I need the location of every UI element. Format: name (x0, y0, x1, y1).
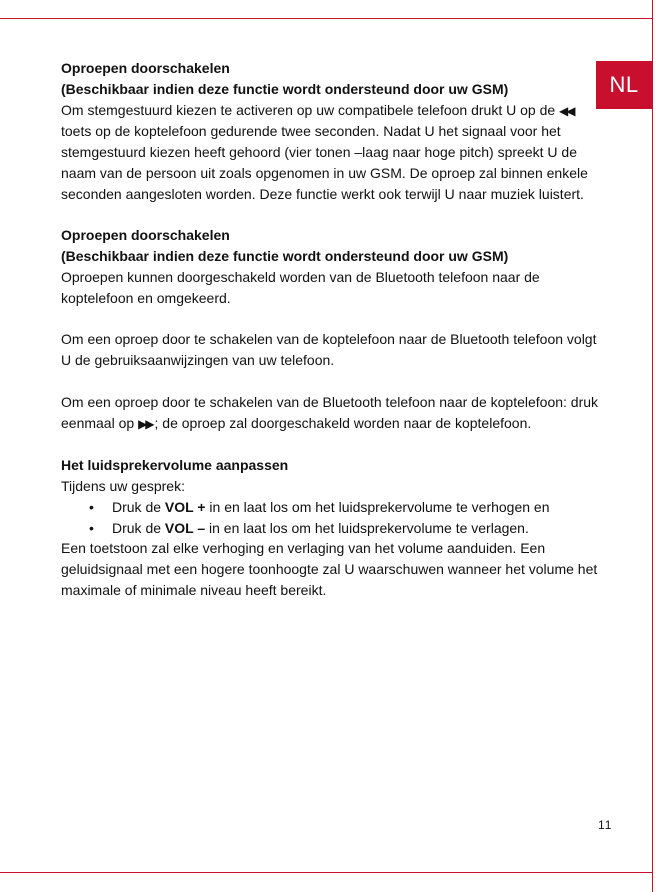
bullet-icon: • (89, 498, 94, 515)
volume-outro-paragraph: Een toetstoon zal elke verhoging en verlaging van het volume aanduiden. Een geluidsignaal met een hogere toonhoogte zal U waarschuwen wanneer het volume het maximale of minimale niveau heeft bereikt. (61, 540, 598, 598)
volume-bullet-list (61, 497, 601, 539)
language-tab: NL (596, 61, 652, 109)
section-title-call-transfer-2: Oproepen doorschakelen (61, 227, 230, 244)
voice-dial-text-start: Om stemgestuurd kiezen te activeren op uw compatibele telefoon drukt U op de (61, 101, 556, 118)
vol-minus-label: VOL – (164, 519, 206, 536)
vol-plus-label: VOL + (164, 498, 206, 515)
transfer-to-phone-paragraph: Om een oproep door te schakelen van de koptelefoon naar de Bluetooth telefoon volgt U de gebruiksaanwijzingen van uw telefoon. (61, 331, 597, 369)
transfer-text-start: Om een oproep door te schakelen van de Bluetooth telefoon naar de koptelefoon: druk eenmaal op (61, 393, 599, 431)
page-number: 11 (598, 818, 613, 832)
bullet-icon: • (89, 519, 94, 536)
voice-dial-text-end: toets op de koptelefoon gedurende twee seconden. Nadat U het signaal voor het stemgestuurd kiezen heeft gehoord (vier tonen –laag naar hoge pitch) spreekt U de naam van de persoon uit zoals opgenomen in uw GSM. De oproep zal binnen enkele seconden aangesloten worden. Deze functie werkt ook terwijl U naar muziek luistert. (61, 123, 588, 202)
transfer-to-headset-paragraph (61, 392, 601, 435)
list-item: • Druk de VOL – in en laat los om het luidsprekervolume te verlagen. (61, 518, 601, 539)
section-title-volume: Het luidsprekervolume aanpassen (61, 457, 289, 474)
list-item: • Druk de VOL + in en laat los om het luidsprekervolume te verhogen en (61, 497, 601, 518)
fast-forward-icon: ▶▶ (138, 416, 153, 431)
transfer-text-end: ; de oproep zal doorgeschakeld worden naar de koptelefoon. (154, 414, 532, 431)
section-title-call-transfer: Oproepen doorschakelen (61, 60, 230, 76)
volume-intro: Tijdens uw gesprek: (61, 477, 185, 494)
rewind-icon: ◀◀ (559, 103, 574, 118)
section-subtitle-availability-2: (Beschikbaar indien deze functie wordt ondersteund door uw GSM) (61, 248, 509, 265)
voice-dial-paragraph (61, 100, 601, 205)
bottom-border-line (0, 872, 652, 873)
transfer-intro-paragraph: Oproepen kunnen doorgeschakeld worden van de Bluetooth telefoon naar de koptelefoon en omgekeerd. (61, 268, 540, 306)
section-subtitle-availability: (Beschikbaar indien deze functie wordt ondersteund door uw GSM) (61, 80, 509, 97)
page-content (61, 58, 601, 601)
top-border-line (0, 18, 652, 19)
right-border-line (652, 0, 653, 892)
